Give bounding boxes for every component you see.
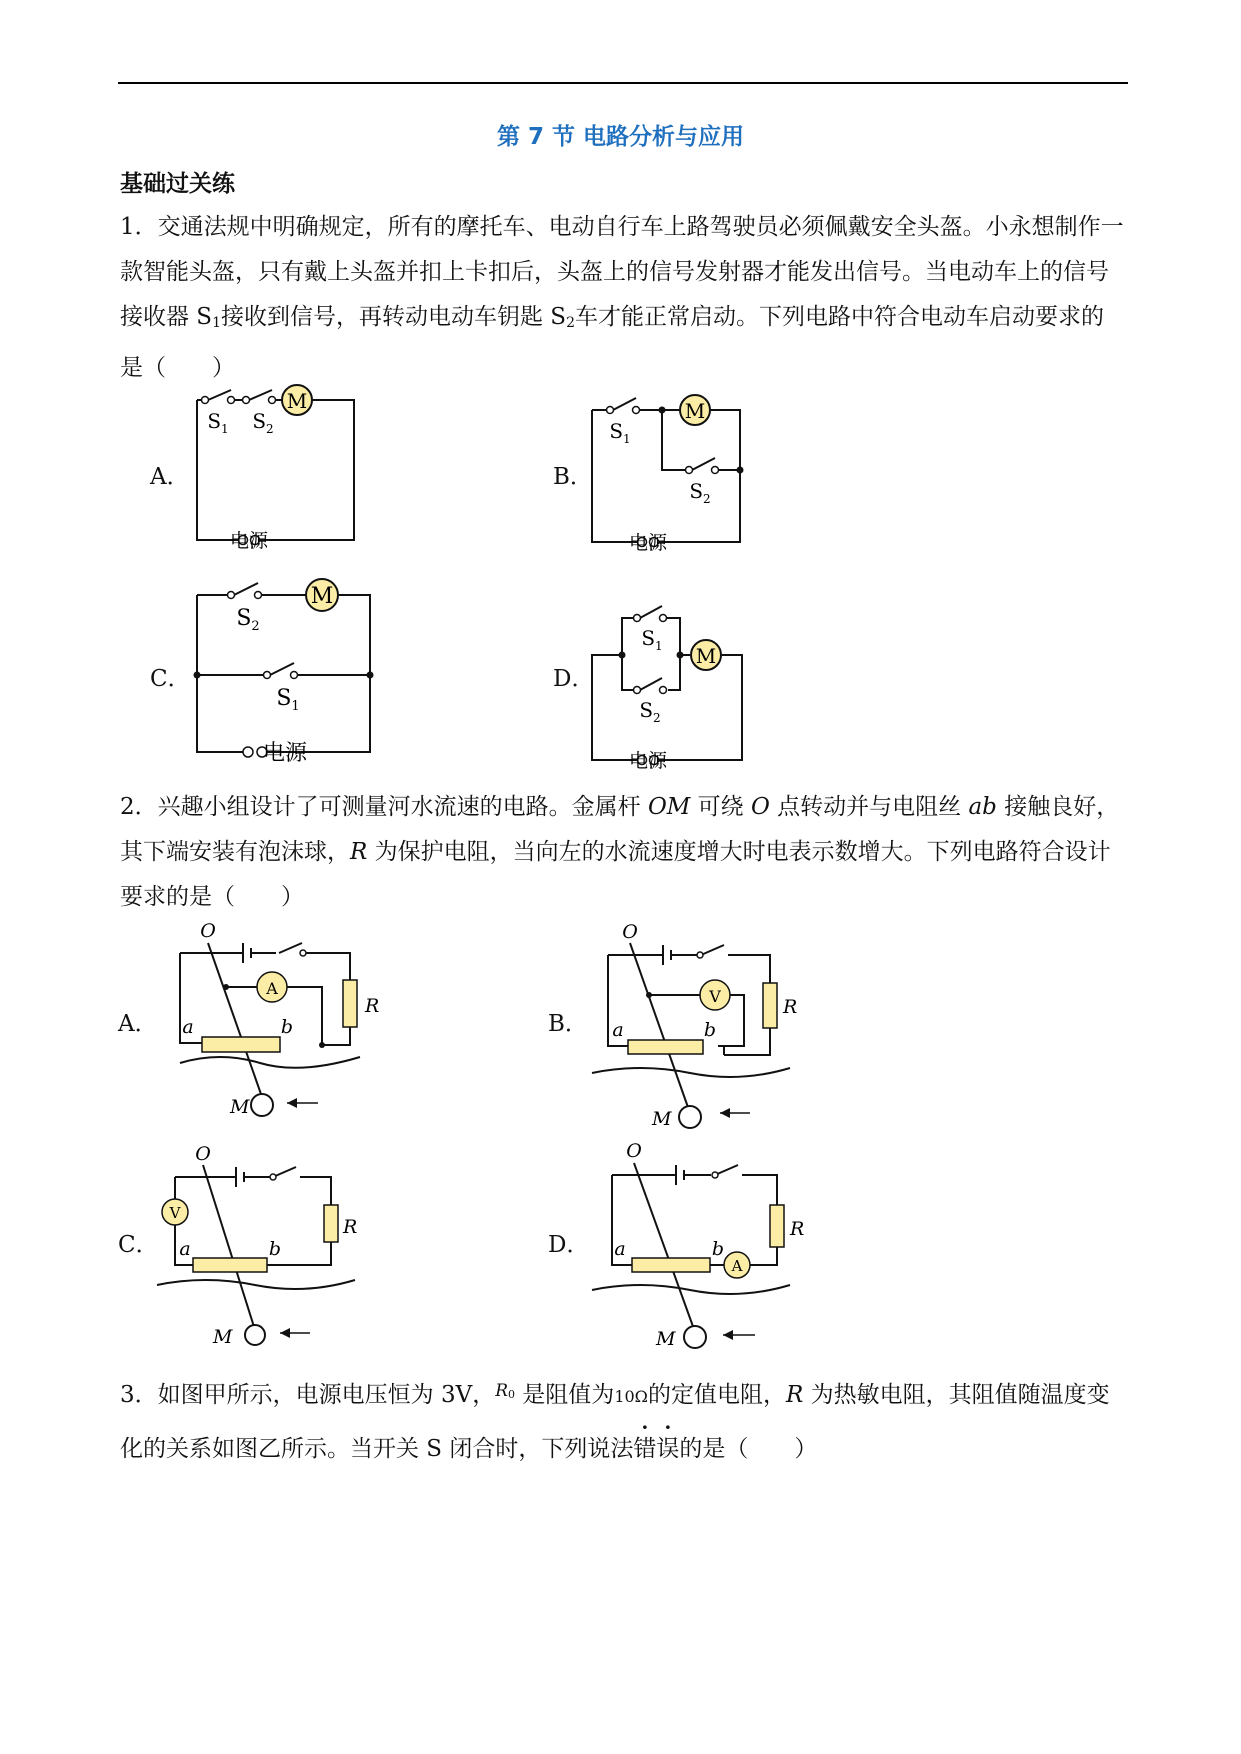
q2-option-b-label: B． <box>548 1011 588 1037</box>
switch-s1-label: $S_1$ <box>276 686 300 714</box>
q1-circuit-c <box>190 575 380 765</box>
q2-circuit-c <box>155 1143 358 1350</box>
pivot-o-label: O <box>626 1140 642 1162</box>
switch-s2-label: $S_2$ <box>252 409 274 436</box>
ball-m-label: M <box>652 1108 672 1130</box>
question-3: 3．如图甲所示，电源电压恒为 3V，$^R_0$ 是阻值为10Ω的定值电阻，R 为热敏电阻，其阻值随温度变化的关系如图乙所示。当开关 S 闭合时，下列说法错误的是（ ） <box>120 1365 1125 1475</box>
power-label: 电源 <box>229 530 269 552</box>
pivot-o-label: O <box>195 1143 211 1165</box>
resistor-r-label: R <box>343 1216 358 1238</box>
ball-m-label: M <box>656 1328 676 1350</box>
q2-circuit-d <box>590 1135 805 1350</box>
question-1: 1．交通法规中明确规定，所有的摩托车、电动自行车上路驾驶员必须佩戴安全头盔。小永想制作一款智能头盔，只有戴上头盔并扣上卡扣后，头盔上的信号发射器才能发出信号。当电动车上的信号接收器 $S_1$接收到信号，再转动电动车钥匙 $S_2$车才能正常启动。下列电路中符合电动车启动要求的是（ ） <box>120 214 1124 381</box>
pivot-o-label: O <box>200 920 216 942</box>
end-b-label: b <box>711 1238 725 1260</box>
voltmeter-label: V <box>709 987 721 1006</box>
q2-circuit-a <box>160 915 380 1130</box>
switch-s2-label: $S_2$ <box>236 606 260 634</box>
section-heading: 基础过关练 <box>120 171 235 197</box>
q1-circuit-a <box>185 380 370 550</box>
resistor-r-label: R <box>783 996 798 1018</box>
switch-s1-label: $S_1$ <box>207 409 229 436</box>
motor-label: M <box>286 389 308 413</box>
ammeter-label: A <box>731 1257 743 1275</box>
power-label: 电源 <box>628 532 668 554</box>
end-b-label: b <box>268 1238 282 1260</box>
q1-option-b-label: B． <box>553 464 593 490</box>
pivot-o-label: O <box>622 921 638 943</box>
end-b-label: b <box>280 1016 294 1038</box>
switch-s2-label: $S_2$ <box>639 698 661 725</box>
emphasis-char-1: 错 <box>633 1436 657 1462</box>
q2-circuit-b <box>590 921 798 1138</box>
motor-label: M <box>695 644 717 668</box>
power-label: 电源 <box>628 750 668 772</box>
switch-s1-label: $S_1$ <box>609 419 631 446</box>
emphasis-char-2: 误 <box>656 1436 680 1462</box>
resistor-r-label: R <box>790 1218 805 1240</box>
end-b-label: b <box>703 1019 717 1041</box>
motor-label: M <box>684 399 706 423</box>
q1-circuit-b <box>590 385 750 554</box>
switch-s2-label: $S_2$ <box>689 479 711 506</box>
q1-circuit-d <box>590 600 755 770</box>
q1-option-d-label: D． <box>553 666 595 692</box>
header-rule <box>118 82 1128 84</box>
ammeter-label: A <box>266 979 278 998</box>
end-a-label: a <box>614 1238 626 1260</box>
ball-m-label: M <box>213 1326 233 1348</box>
q2-option-c-label: C． <box>118 1232 159 1258</box>
end-a-label: a <box>179 1238 191 1260</box>
power-label: 电源 <box>262 741 308 766</box>
q1-option-a-label: A． <box>150 464 190 490</box>
resistor-r-label: R <box>365 995 380 1017</box>
motor-label: M <box>310 584 334 609</box>
q1-option-c-label: C． <box>150 666 191 692</box>
question-2: 2．兴趣小组设计了可测量河水流速的电路。金属杆 OM 可绕 O 点转动并与电阻丝 ab 接触良好，其下端安装有泡沫球，R 为保护电阻，当向左的水流速度增大时电表示数增大。下列电路符合设计要求的是（ ） <box>120 794 1120 910</box>
voltmeter-label: V <box>169 1204 181 1222</box>
q2-option-a-label: A． <box>118 1011 158 1037</box>
switch-s1-label: $S_1$ <box>641 626 663 653</box>
q2-option-d-label: D． <box>548 1232 590 1258</box>
page-title: 第 7 节 电路分析与应用 <box>496 124 745 150</box>
end-a-label: a <box>182 1016 194 1038</box>
end-a-label: a <box>612 1019 624 1041</box>
ball-m-label: M <box>230 1096 250 1118</box>
